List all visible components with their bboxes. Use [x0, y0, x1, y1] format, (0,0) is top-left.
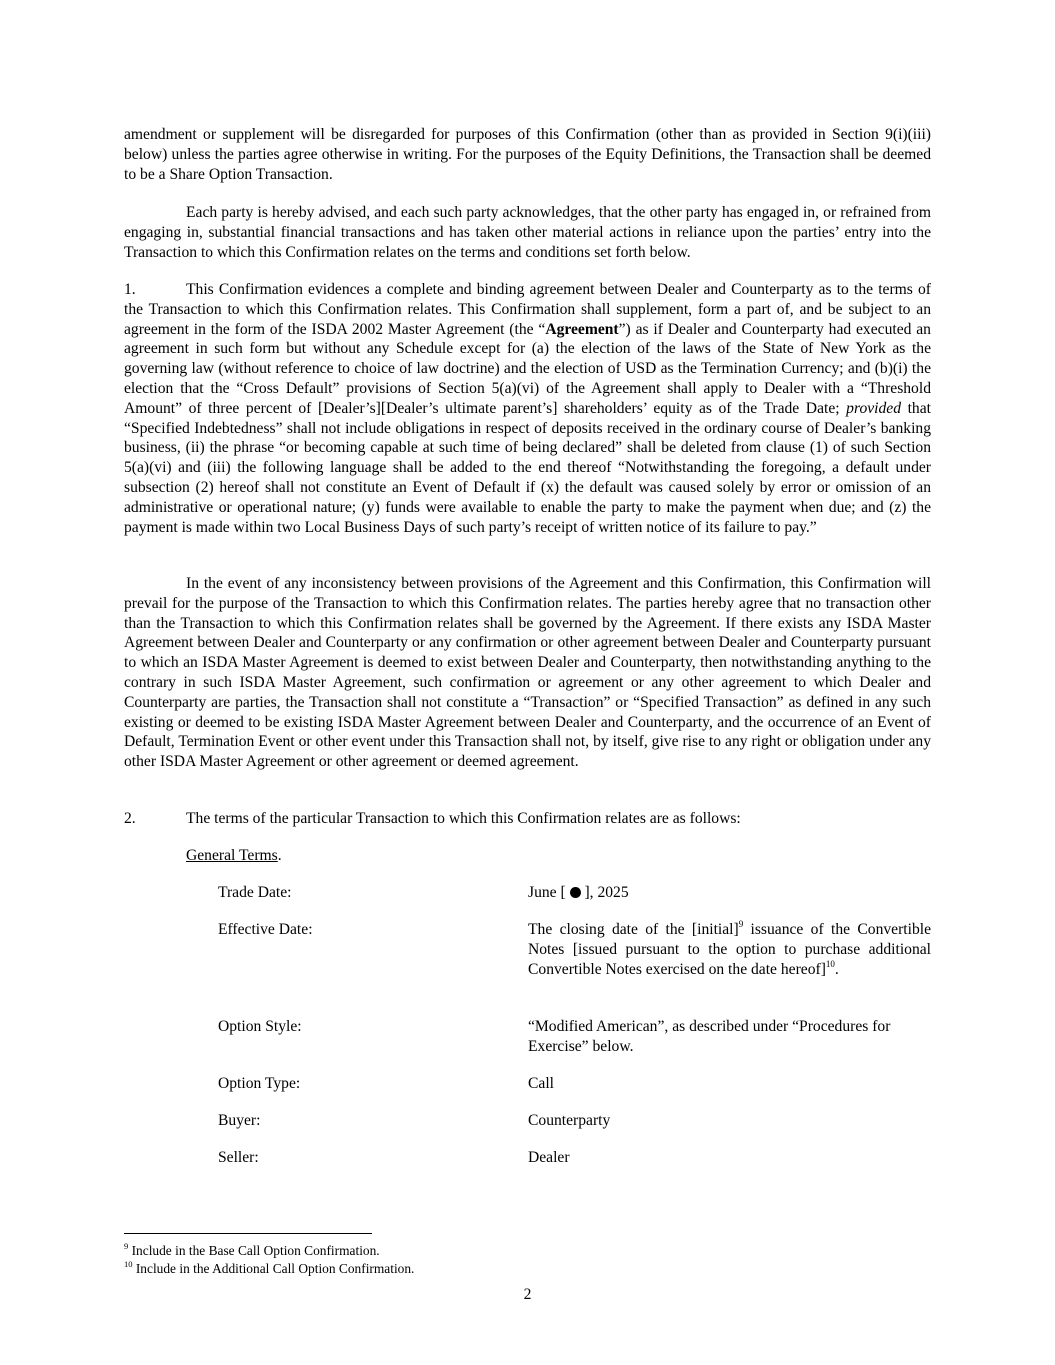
option-type-value: Call — [528, 1075, 554, 1092]
general-terms-heading — [186, 846, 282, 866]
buyer-label: Buyer: — [218, 1112, 261, 1129]
inconsistency-paragraph — [124, 574, 931, 772]
provided-term: provided — [846, 399, 902, 417]
effective-date-text-b: issuance of the Convertible Notes [issued pursuant to the option to purchase additional Convertible Notes exercised on the date hereof] — [528, 921, 931, 978]
section-2-number: 2. — [124, 810, 136, 827]
intro-paragraph — [124, 125, 931, 184]
effective-date-label: Effective Date: — [218, 921, 313, 938]
section-2-text: The terms of the particular Transaction to which this Confirmation relates are as follows: — [186, 810, 741, 827]
footnote-9-text: Include in the Base Call Option Confirmation. — [128, 1243, 380, 1258]
footnote-ref-10: 10 — [825, 958, 835, 969]
agreement-term: Agreement — [545, 320, 619, 338]
trade-date-pre: June [ — [528, 884, 570, 901]
effective-date-text-c: . — [834, 960, 839, 978]
advised-text: Each party is hereby advised, and each such party acknowledges, that the other party has engaged in, or refrained from engaging in, substantial financial transactions and has taken other material actions in reliance upon the parties’ entry into the Transaction to which this Confirmation relates on the terms and conditions set forth below. — [124, 204, 931, 261]
option-type-label: Option Type: — [218, 1075, 301, 1092]
inconsistency-text: In the event of any inconsistency between provisions of the Agreement and this Confirmation, this Confirmation will prevail for the purpose of the Transaction to which this Confirmation relates. The parties hereby agree that no transaction other than the Transaction to which this Confirmation relates shall be governed by the Agreement. If there exists any ISDA Master Agreement between Dealer and Counterparty or any confirmation or other agreement between Dealer and Counterparty pursuant to which an ISDA Master Agreement is deemed to exist between Dealer and Counterparty, then notwithstanding anything to the contrary in such ISDA Master Agreement, such confirmation or agreement or any other agreement to which Dealer and Counterparty are parties, the Transaction shall not constitute a “Transaction” or “Specified Transaction” as defined in any such existing or deemed to be existing ISDA Master Agreement between Dealer and Counterparty, and the occurrence of an Event of Default, Termination Event or other event under this Transaction shall not, by itself, give rise to any right or obligation under any other ISDA Master Agreement or other agreement or deemed agreement. — [124, 575, 931, 771]
advised-paragraph — [124, 203, 931, 262]
section-1-text-c: that “Specified Indebtedness” shall not include obligations in respect of deposits received in the ordinary course of Dealer’s banking business, (ii) the phrase “or becoming capable at such time of being declared” shall be deleted from clause (1) of such Section 5(a)(vi) and (iii) the following language shall be added to the end thereof “Notwithstanding the foregoing, a default under subsection (2) hereof shall not constitute an Event of Default if (x) the default was caused solely by error or omission of an administrative or operational nature; (y) funds were available to enable the party to make the payment when due; and (z) the payment is made within two Local Business Days of such party’s receipt of written notice of its failure to pay.” — [124, 399, 931, 536]
buyer-value: Counterparty — [528, 1112, 611, 1129]
section-1-paragraph — [124, 280, 931, 537]
section-1-number: 1. — [124, 281, 136, 298]
effective-date-value — [528, 920, 931, 979]
footnote-divider — [124, 1233, 372, 1234]
footnote-10-mark: 10 — [124, 1259, 133, 1269]
section-1-text-b: ”) as if Dealer and Counterparty had executed an agreement in such form but without any Schedule except for (a) the election of the laws of the State of New York as the governing law (without reference to choice of law doctrine) and the election of USD as the Termination Currency; and (b)(i) the election that the “Cross Default” provisions of Section 5(a)(vi) of the Agreement shall apply to Dealer with a “Threshold Amount” of three percent of [Dealer’s][Dealer’s ultimate parent’s] shareholders’ equity as of the Trade Date; — [124, 320, 931, 417]
intro-text: amendment or supplement will be disregarded for purposes of this Confirmation (other than as provided in Section 9(i)(iii) below) unless the parties agree otherwise in writing. For the purposes of the Equity Definitions, the Transaction shall be deemed to be a Share Option Transaction. — [124, 126, 931, 183]
trade-date-post: ], 2025 — [580, 884, 629, 901]
trade-date-label: Trade Date: — [218, 884, 292, 901]
effective-date-text-a: The closing date of the [initial] — [528, 921, 739, 938]
footnote-9 — [124, 1243, 380, 1259]
page-number: 2 — [523, 1286, 532, 1303]
footnote-ref-9: 9 — [738, 919, 744, 929]
option-style-label: Option Style: — [218, 1018, 302, 1035]
trade-date-value — [528, 883, 931, 903]
footnote-9-mark: 9 — [124, 1241, 129, 1251]
footnote-10 — [124, 1261, 414, 1277]
seller-label: Seller: — [218, 1149, 259, 1166]
section-1 — [124, 280, 931, 537]
placeholder-bullet-icon — [570, 887, 581, 898]
footnote-10-text: Include in the Additional Call Option Confirmation. — [132, 1261, 415, 1276]
general-terms-punct: . — [277, 847, 282, 864]
seller-value: Dealer — [528, 1149, 570, 1166]
general-terms-label: General Terms — [186, 847, 278, 864]
option-style-value: “Modified American”, as described under “Procedures for Exercise” below. — [528, 1018, 891, 1055]
section-1-text-a: This Confirmation evidences a complete and binding agreement between Dealer and Counterparty as to the terms of the Transaction to which this Confirmation relates. This Confirmation shall supplement, form a part of, and be subject to an agreement in the form of the ISDA 2002 Master Agreement (the “ — [124, 281, 931, 338]
